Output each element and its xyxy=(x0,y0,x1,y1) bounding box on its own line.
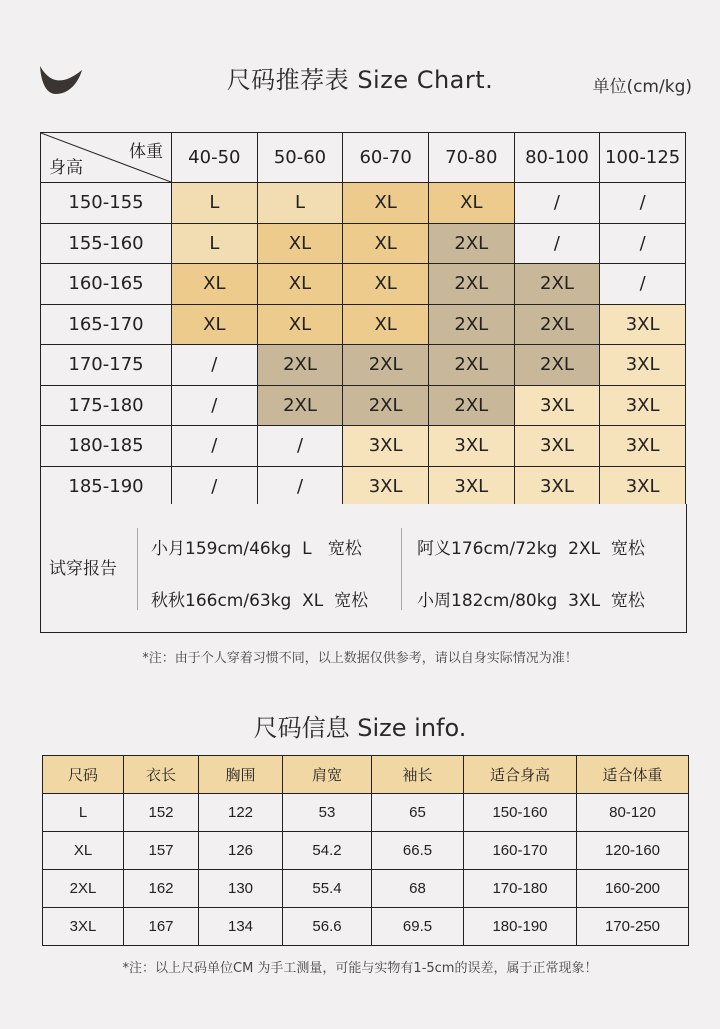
size-cell: 2XL xyxy=(428,223,514,264)
info-row xyxy=(43,794,689,832)
height-range-cell: 180-185 xyxy=(41,426,172,467)
info-cell: 150-160 xyxy=(464,794,577,832)
size-cell: XL xyxy=(257,223,343,264)
info-cell: 56.6 xyxy=(283,908,372,946)
size-cell: / xyxy=(172,426,258,467)
info-cell: 66.5 xyxy=(372,832,464,870)
info-cell: 54.2 xyxy=(283,832,372,870)
size-cell: 3XL xyxy=(600,304,686,345)
info-cell: 68 xyxy=(372,870,464,908)
size-cell: 2XL xyxy=(514,304,600,345)
size-cell: / xyxy=(257,466,343,507)
size-cell: / xyxy=(257,426,343,467)
weight-header: 50-60 xyxy=(257,133,343,183)
size-chart-table xyxy=(40,132,686,507)
chart-row xyxy=(41,426,686,467)
size-cell: XL xyxy=(343,183,429,224)
chart-row xyxy=(41,466,686,507)
size-cell: / xyxy=(172,345,258,386)
size-cell: 3XL xyxy=(514,466,600,507)
weight-header: 70-80 xyxy=(428,133,514,183)
height-range-cell: 170-175 xyxy=(41,345,172,386)
weight-axis-label: 体重 xyxy=(129,142,163,162)
page-title: 尺码推荐表 Size Chart. xyxy=(226,66,494,94)
info-header-row xyxy=(43,756,689,794)
info-header: 适合体重 xyxy=(577,756,689,794)
report-divider xyxy=(401,528,402,610)
height-range-cell: 155-160 xyxy=(41,223,172,264)
size-cell: 2XL xyxy=(257,345,343,386)
disclaimer-note: *注：由于个人穿着习惯不同，以上数据仅供参考，请以自身实际情况为准！ xyxy=(142,651,578,666)
size-cell: XL xyxy=(172,264,258,305)
size-cell: XL xyxy=(343,223,429,264)
corner-cell xyxy=(41,133,172,183)
size-cell: 2XL xyxy=(257,385,343,426)
size-cell: / xyxy=(172,385,258,426)
size-cell: 3XL xyxy=(514,385,600,426)
info-cell: 152 xyxy=(124,794,199,832)
unit-label: 单位(cm/kg) xyxy=(592,77,692,97)
try-on-report xyxy=(40,504,687,633)
info-cell: 130 xyxy=(199,870,283,908)
height-range-cell: 160-165 xyxy=(41,264,172,305)
size-cell: / xyxy=(600,264,686,305)
size-cell: XL xyxy=(428,183,514,224)
size-cell: 2XL xyxy=(343,385,429,426)
info-header: 适合身高 xyxy=(464,756,577,794)
size-cell: / xyxy=(600,183,686,224)
size-cell: 2XL xyxy=(343,345,429,386)
info-cell: 162 xyxy=(124,870,199,908)
info-cell: 126 xyxy=(199,832,283,870)
info-cell: 170-250 xyxy=(577,908,689,946)
info-cell: 170-180 xyxy=(464,870,577,908)
size-cell: 3XL xyxy=(428,466,514,507)
height-range-cell: 150-155 xyxy=(41,183,172,224)
size-cell: XL xyxy=(343,304,429,345)
report-label: 试穿报告 xyxy=(49,559,117,579)
size-cell: XL xyxy=(257,304,343,345)
info-header: 尺码 xyxy=(43,756,124,794)
height-axis-label: 身高 xyxy=(49,158,83,178)
chart-row xyxy=(41,385,686,426)
info-cell: 69.5 xyxy=(372,908,464,946)
info-cell: 2XL xyxy=(43,870,124,908)
size-cell: L xyxy=(172,223,258,264)
size-cell: 2XL xyxy=(514,264,600,305)
info-row xyxy=(43,832,689,870)
size-cell: / xyxy=(600,223,686,264)
size-cell: 2XL xyxy=(514,345,600,386)
info-cell: L xyxy=(43,794,124,832)
info-cell: 80-120 xyxy=(577,794,689,832)
info-cell: 122 xyxy=(199,794,283,832)
chart-row xyxy=(41,345,686,386)
weight-header: 100-125 xyxy=(600,133,686,183)
size-info-title: 尺码信息 Size info. xyxy=(253,714,467,742)
info-cell: 65 xyxy=(372,794,464,832)
height-range-cell: 185-190 xyxy=(41,466,172,507)
size-cell: 2XL xyxy=(428,385,514,426)
chart-header-row xyxy=(41,133,686,183)
size-cell: 3XL xyxy=(343,466,429,507)
size-cell: XL xyxy=(257,264,343,305)
info-cell: 53 xyxy=(283,794,372,832)
height-range-cell: 165-170 xyxy=(41,304,172,345)
info-cell: 160-200 xyxy=(577,870,689,908)
size-cell: 3XL xyxy=(600,426,686,467)
size-cell: 3XL xyxy=(600,345,686,386)
size-cell: 2XL xyxy=(428,345,514,386)
info-row xyxy=(43,870,689,908)
size-info-table xyxy=(42,755,689,946)
size-cell: 2XL xyxy=(428,264,514,305)
chart-row xyxy=(41,304,686,345)
info-cell: 3XL xyxy=(43,908,124,946)
info-cell: 55.4 xyxy=(283,870,372,908)
size-cell: 3XL xyxy=(343,426,429,467)
size-cell: 2XL xyxy=(428,304,514,345)
report-item: 秋秋166cm/63kg XL 宽松 xyxy=(151,591,369,611)
size-cell: 3XL xyxy=(600,466,686,507)
size-cell: 3XL xyxy=(514,426,600,467)
info-cell: 160-170 xyxy=(464,832,577,870)
size-cell: 3XL xyxy=(600,385,686,426)
info-header: 袖长 xyxy=(372,756,464,794)
weight-header: 80-100 xyxy=(514,133,600,183)
size-cell: L xyxy=(257,183,343,224)
chart-row xyxy=(41,264,686,305)
info-cell: 167 xyxy=(124,908,199,946)
size-cell: XL xyxy=(172,304,258,345)
weight-header: 60-70 xyxy=(343,133,429,183)
chart-row xyxy=(41,183,686,224)
size-cell: 3XL xyxy=(428,426,514,467)
size-cell: / xyxy=(172,466,258,507)
info-header: 衣长 xyxy=(124,756,199,794)
info-cell: 134 xyxy=(199,908,283,946)
info-cell: 157 xyxy=(124,832,199,870)
size-cell: / xyxy=(514,183,600,224)
weight-header: 40-50 xyxy=(172,133,258,183)
report-item: 小周182cm/80kg 3XL 宽松 xyxy=(417,591,645,611)
report-item: 小月159cm/46kg L 宽松 xyxy=(151,539,362,559)
size-cell: XL xyxy=(343,264,429,305)
size-cell: / xyxy=(514,223,600,264)
chart-row xyxy=(41,223,686,264)
info-header: 胸围 xyxy=(199,756,283,794)
info-row xyxy=(43,908,689,946)
height-range-cell: 175-180 xyxy=(41,385,172,426)
measurement-note: *注：以上尺码单位CM 为手工测量，可能与实物有1-5cm的误差，属于正常现象！ xyxy=(122,961,598,976)
info-cell: XL xyxy=(43,832,124,870)
info-header: 肩宽 xyxy=(283,756,372,794)
info-cell: 180-190 xyxy=(464,908,577,946)
report-item: 阿义176cm/72kg 2XL 宽松 xyxy=(417,539,645,559)
size-cell: L xyxy=(172,183,258,224)
info-cell: 120-160 xyxy=(577,832,689,870)
report-divider xyxy=(137,528,138,610)
